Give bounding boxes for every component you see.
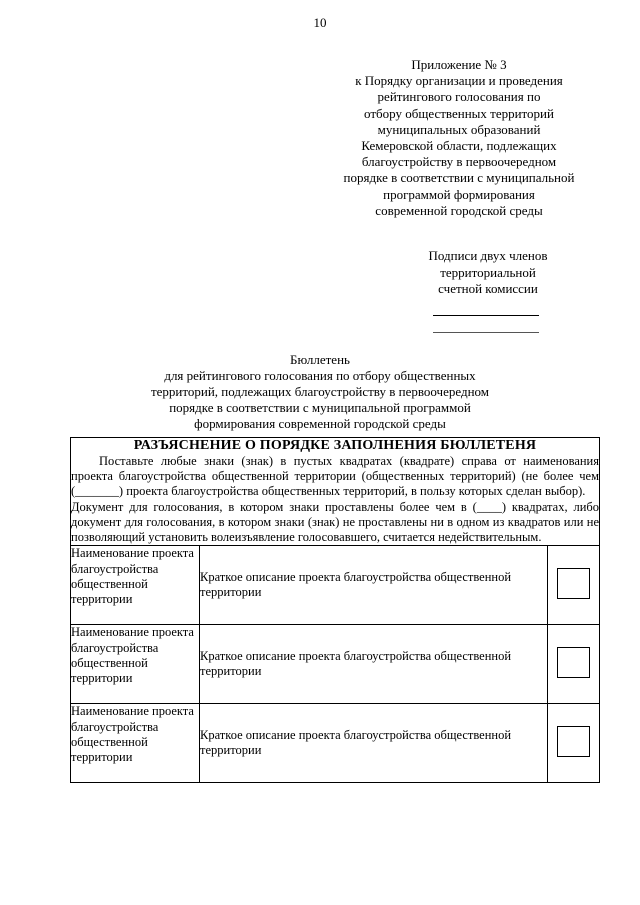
appendix-line: современной городской среды bbox=[375, 202, 543, 218]
appendix-line: благоустройству в первоочередном bbox=[361, 154, 557, 170]
ballot-title-line: территорий, подлежащих благоустройству в первоочередном bbox=[150, 384, 490, 399]
project-name: Наименование проекта благоустройства общественной территории bbox=[71, 546, 200, 625]
vote-checkbox[interactable] bbox=[557, 726, 590, 757]
commission-signatures bbox=[400, 248, 576, 298]
project-name: Наименование проекта благоустройства общественной территории bbox=[71, 625, 200, 704]
ballot-option-row bbox=[71, 546, 600, 625]
project-name: Наименование проекта благоустройства общественной территории bbox=[71, 704, 200, 783]
appendix-line: к Порядку организации и проведения bbox=[355, 73, 563, 89]
appendix-line: Приложение № 3 bbox=[411, 57, 507, 72]
instructions-cell bbox=[71, 438, 600, 546]
instructions-row bbox=[71, 438, 600, 546]
appendix-line: рейтингового голосования по bbox=[377, 89, 541, 105]
instructions-heading: РАЗЪЯСНЕНИЕ О ПОРЯДКЕ ЗАПОЛНЕНИЯ БЮЛЛЕТЕНЯ bbox=[133, 438, 537, 453]
project-description: Краткое описание проекта благоустройства общественной территории bbox=[200, 625, 548, 704]
signature-label-line: Подписи двух членов bbox=[428, 248, 548, 263]
vote-checkbox[interactable] bbox=[557, 647, 590, 678]
ballot-title-line: порядке в соответствии с муниципальной программой bbox=[169, 400, 471, 415]
instructions-paragraph: Поставьте любые знаки (знак) в пустых квадратах (квадрате) справа от наименования проекта благоустройства общественной территории (общественных территорий) (не более чем (_______) проекта благоустройства общественных территорий, в пользу которых сделан выбор). bbox=[71, 454, 599, 499]
instructions-paragraph: Документ для голосования, в котором знаки проставлены более чем в (____) квадратах, либо документ для голосования, в котором знаки (знак) не проставлены ни в одном из квадратов или не позволяющий установить волеизъявление голосовавшего, считается недействительным. bbox=[71, 499, 599, 545]
appendix-line: Кемеровской области, подлежащих bbox=[361, 138, 557, 154]
ballot-option-row bbox=[71, 625, 600, 704]
ballot-table bbox=[70, 437, 600, 783]
signature-label-line: территориальной bbox=[440, 264, 536, 280]
appendix-line: порядке в соответствии с муниципальной bbox=[343, 170, 575, 186]
ballot-option-row bbox=[71, 704, 600, 783]
project-description: Краткое описание проекта благоустройства общественной территории bbox=[200, 546, 548, 625]
ballot-title-line: для рейтингового голосования по отбору общественных bbox=[164, 368, 476, 383]
ballot-title-line: Бюллетень bbox=[290, 352, 350, 367]
appendix-line: отбору общественных территорий bbox=[364, 105, 554, 121]
ballot-title-line: формирования современной городской среды bbox=[194, 416, 446, 431]
signature-line-1[interactable] bbox=[433, 315, 539, 316]
appendix-line: программой формирования bbox=[383, 186, 535, 202]
signature-line-2[interactable] bbox=[433, 332, 539, 333]
project-description: Краткое описание проекта благоустройства общественной территории bbox=[200, 704, 548, 783]
ballot-title bbox=[110, 352, 530, 432]
vote-checkbox-cell bbox=[548, 704, 600, 783]
appendix-line: муниципальных образований bbox=[377, 121, 541, 137]
appendix-header bbox=[318, 57, 600, 219]
vote-checkbox-cell bbox=[548, 625, 600, 704]
page-number: 10 bbox=[313, 15, 327, 30]
vote-checkbox[interactable] bbox=[557, 568, 590, 599]
signature-label-line: счетной комиссии bbox=[438, 281, 538, 296]
vote-checkbox-cell bbox=[548, 546, 600, 625]
